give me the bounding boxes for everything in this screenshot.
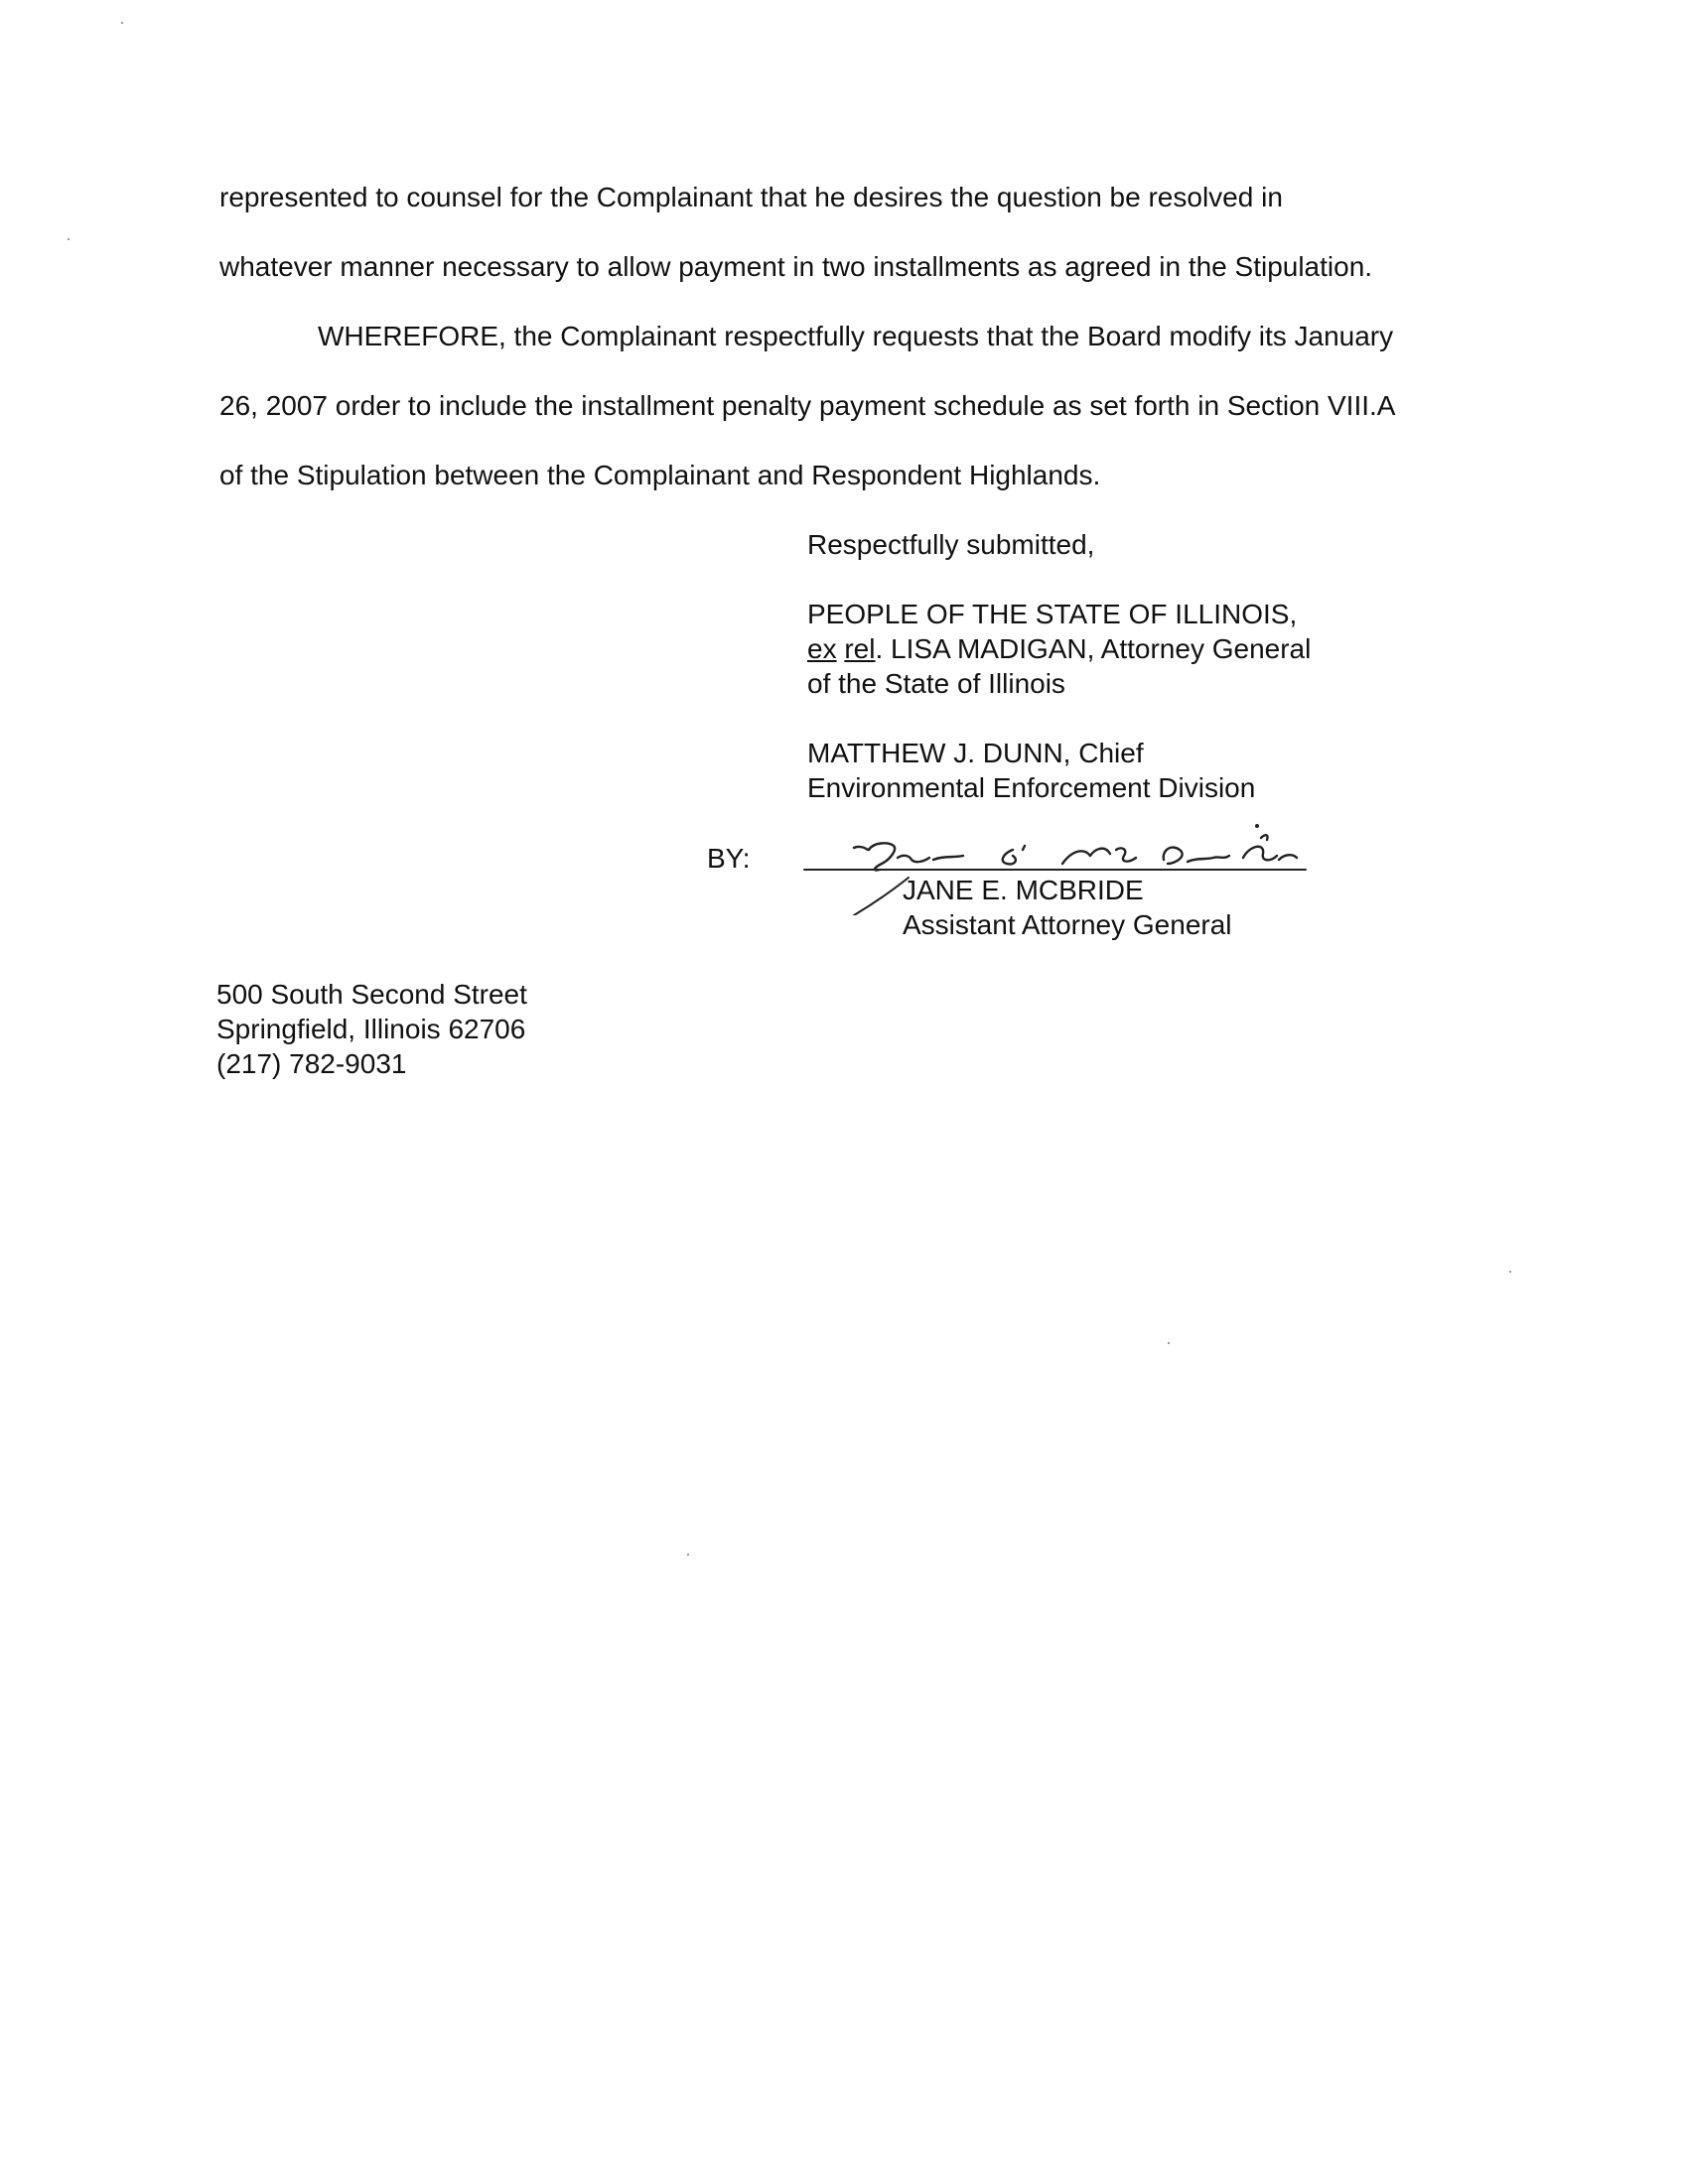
rel-text: rel — [844, 633, 876, 664]
signatory-name: JANE E. MCBRIDE — [903, 875, 1144, 905]
signatory-title: Assistant Attorney General — [903, 909, 1232, 940]
party-line-2 — [807, 632, 1311, 666]
address-city: Springfield, Illinois 62706 — [216, 1014, 526, 1044]
chief-line-2: Environmental Enforcement Division — [807, 772, 1256, 803]
scan-speck — [1509, 1271, 1511, 1273]
party-line-2-rest: . LISA MADIGAN, Attorney General — [875, 633, 1312, 664]
scan-speck — [1168, 1342, 1170, 1344]
address-street: 500 South Second Street — [216, 979, 527, 1010]
by-label: BY: — [707, 843, 751, 874]
chief-line-1: MATTHEW J. DUNN, Chief — [807, 738, 1144, 768]
party-line-1: PEOPLE OF THE STATE OF ILLINOIS, — [807, 599, 1298, 629]
body-line-2: whatever manner necessary to allow payment in two installments as agreed in the Stipulation. — [219, 251, 1373, 282]
scan-speck — [68, 238, 70, 240]
ex-text: ex — [807, 633, 837, 664]
body-line-4: 26, 2007 order to include the installment penalty payment schedule as set forth in Section VIII.A — [219, 390, 1396, 421]
body-line-1: represented to counsel for the Complainant that he desires the question be resolved in — [219, 182, 1283, 212]
body-line-3: WHEREFORE, the Complainant respectfully requests that the Board modify its January — [318, 321, 1394, 351]
party-line-3: of the State of Illinois — [807, 668, 1065, 699]
scan-speck — [121, 22, 123, 24]
closing-salutation: Respectfully submitted, — [807, 529, 1095, 560]
scan-speck — [687, 1554, 689, 1556]
body-line-5: of the Stipulation between the Complainant and Respondent Highlands. — [219, 460, 1101, 490]
address-phone: (217) 782-9031 — [216, 1048, 407, 1079]
